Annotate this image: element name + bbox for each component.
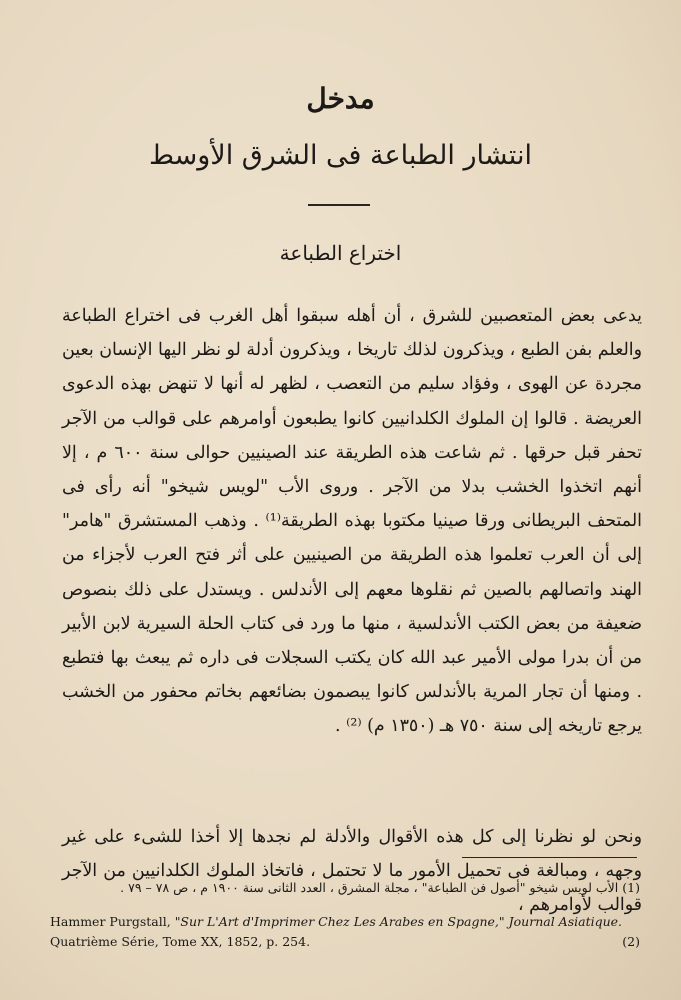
title-divider — [308, 204, 370, 206]
body-paragraph-2: ونحن لو نظرنا إلى كل هذه الأقوال والأدلة لم نجدها إلا أخذا للشىء على غير وجهه ، ومبالغة فى تحميل الأمور ما لا تحتمل ، فاتخاذ الملوك الكلدانيين من الآجر قوالب لأوامرهم ، — [62, 827, 642, 916]
footnote-2-number: (2) — [622, 934, 640, 949]
footnote-1-text: الأب لويس شيخو "أصول فن الطباعة" ، مجلة المشرق ، العدد الثانى سنة ١٩٠٠ م ، ص ٧٨ – ٧٩ . — [120, 880, 619, 895]
footnote-2-author: Hammer Purgstall, — [50, 914, 171, 929]
footnote-2-journal: Journal Asiatique. — [508, 914, 623, 929]
footnote-2-details: Quatrième Série, Tome XX, 1852, p. 254. — [50, 934, 311, 949]
footnote-2-title: "Sur L'Art d'Imprimer Chez Les Arabes en Spagne," — [174, 914, 505, 929]
footnote-1 — [50, 880, 640, 895]
body-paragraph-1: يدعى بعض المتعصبين للشرق ، أن أهله سبقوا أهل الغرب فى اختراع الطباعة والعلم بفن الطبع ، ويذكرون لذلك تاريخا ، ويذكرون أدلة لو نظر اليها الإنسان بعين مجردة عن الهوى ، وفؤاد سليم من التعصب ، لظهر له أنها لا تنهض بهذه الدعوى العريضة . قالوا إن الملوك الكلدانيين كانوا يطبعون أوامرهم على قوالب من الآجر تحفر قبل حرقها . ثم شاعت هذه الطريقة عند الصينيين حوالى سنة ٦٠٠ م ، إلا أنهم اتخذوا الخشب بدلا من الآجر . وروى الأب "لويس شيخو" أنه رأى فى المتحف البريطانى ورقا صينيا مكتوبا بهذه الطريقة⁽¹⁾ . وذهب المستشرق "هامر" إلى أن العرب تعلموا هذه الطريقة من الصينيين على أثر فتح العرب لأجزاء من الهند واتصالهم بالصين ثم نقلوها معهم إلى الأندلس . ويستدل على ذلك بنصوص ضعيفة من بعض الكتب الأندلسية ، منها ما ورد فى كتاب الحلة السيرية لابن الأبير من أن بدرا مولى الأمير عبد الله كان يكتب السجلات فى داره ثم يبعث بها فتطبع . ومنها أن تجار المرية بالأندلس كانوا يبصمون بضائعهم بخاتم محفور من الخشب يرجع تاريخه إلى سنة ٧٥٠ هـ (١٣٥٠ م) ⁽²⁾ . — [62, 306, 642, 737]
page-title: انتشار الطباعة فى الشرق الأوسط — [149, 140, 532, 171]
footnote-divider — [462, 857, 637, 858]
section-heading: اختراع الطباعة — [279, 241, 402, 265]
chapter-heading: مدخل — [306, 82, 375, 115]
footnote-2 — [50, 912, 640, 952]
footnote-1-number: (1) — [622, 880, 640, 895]
